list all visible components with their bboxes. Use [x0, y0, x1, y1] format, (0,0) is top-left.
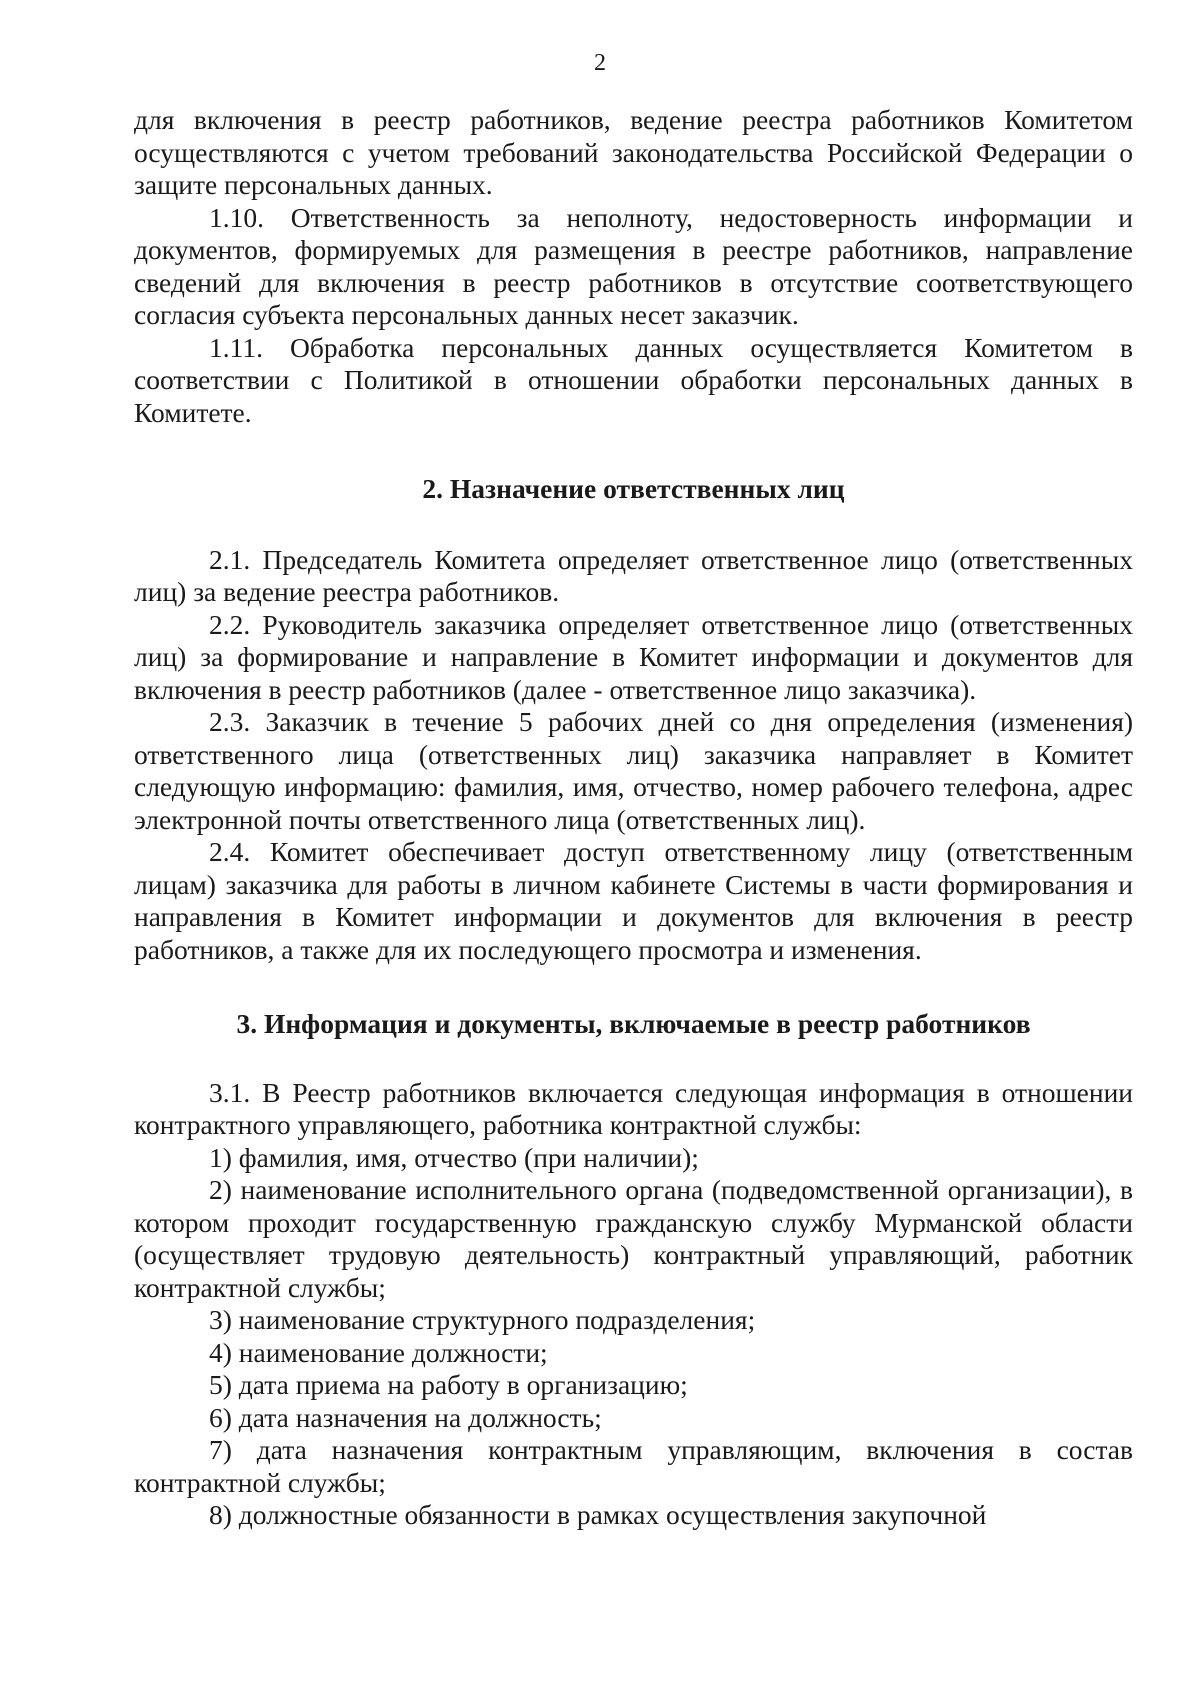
paragraph-1-9-continued: для включения в реестр работников, ведение реестра работников Комитетом осуществляются с учетом требований законодательства Российской Федерации о защите персональных данных. — [134, 104, 1133, 200]
paragraph-2-4: 2.4. Комитет обеспечивает доступ ответственному лицу (ответственным лицам) заказчика для работы в личном кабинете Системы в части формирования и направления в Комитет информации и документов для включения в реестр работников, а также для их последующего просмотра и изменения. — [134, 836, 1133, 965]
list-item-2: 2) наименование исполнительного органа (подведомственной организации), в котором проходит государственную гражданскую службу Мурманской области (осуществляет трудовую деятельность) контрактный управляющий, работник контрактной службы; — [134, 1174, 1133, 1303]
section-2-heading: 2. Назначение ответственных лиц — [422, 473, 845, 504]
section-3-heading: 3. Информация и документы, включаемые в реестр работников — [236, 1008, 1031, 1039]
document-body — [134, 104, 1133, 1532]
paragraph-3-1: 3.1. В Реестр работников включается следующая информация в отношении контрактного управляющего, работника контрактной службы: — [134, 1076, 1133, 1140]
list-item-4: 4) наименование должности; — [209, 1336, 548, 1368]
page-number: 2 — [594, 50, 606, 76]
list-item-5: 5) дата приема на работу в организацию; — [209, 1369, 688, 1400]
paragraph-2-2: 2.2. Руководитель заказчика определяет ответственное лицо (ответственных лиц) за формирование и направление в Комитет информации и документов для включения в реестр работников (далее - ответственное лицо заказчика). — [134, 608, 1133, 705]
paragraph-1-11: 1.11. Обработка персональных данных осуществляется Комитетом в соответствии с Политикой в отношении обработки персональных данных в Комитете. — [134, 331, 1133, 428]
paragraph-2-1: 2.1. Председатель Комитета определяет ответственное лицо (ответственных лиц) за ведение реестра работников. — [134, 543, 1133, 607]
list-item-1: 1) фамилия, имя, отчество (при наличии); — [209, 1141, 699, 1173]
list-item-6: 6) дата назначения на должность; — [209, 1401, 602, 1433]
paragraph-1-10: 1.10. Ответственность за неполноту, недостоверность информации и документов, формируемых для размещения в реестре работников, направление сведений для включения в реестр работников в отсутствие соответствующего согласия субъекта персональных данных несет заказчик. — [134, 201, 1133, 330]
paragraph-2-3: 2.3. Заказчик в течение 5 рабочих дней со дня определения (изменения) ответственного лица (ответственных лиц) заказчика направляет в Комитет следующую информацию: фамилия, имя, отчество, номер рабочего телефона, адрес электронной почты ответственного лица (ответственных лиц). — [134, 706, 1133, 835]
list-item-8: 8) должностные обязанности в рамках осуществления закупочной — [209, 1499, 987, 1530]
list-item-7: 7) дата назначения контрактным управляющим, включения в состав контрактной службы; — [134, 1434, 1133, 1498]
list-item-3: 3) наименование структурного подразделения; — [209, 1304, 756, 1335]
